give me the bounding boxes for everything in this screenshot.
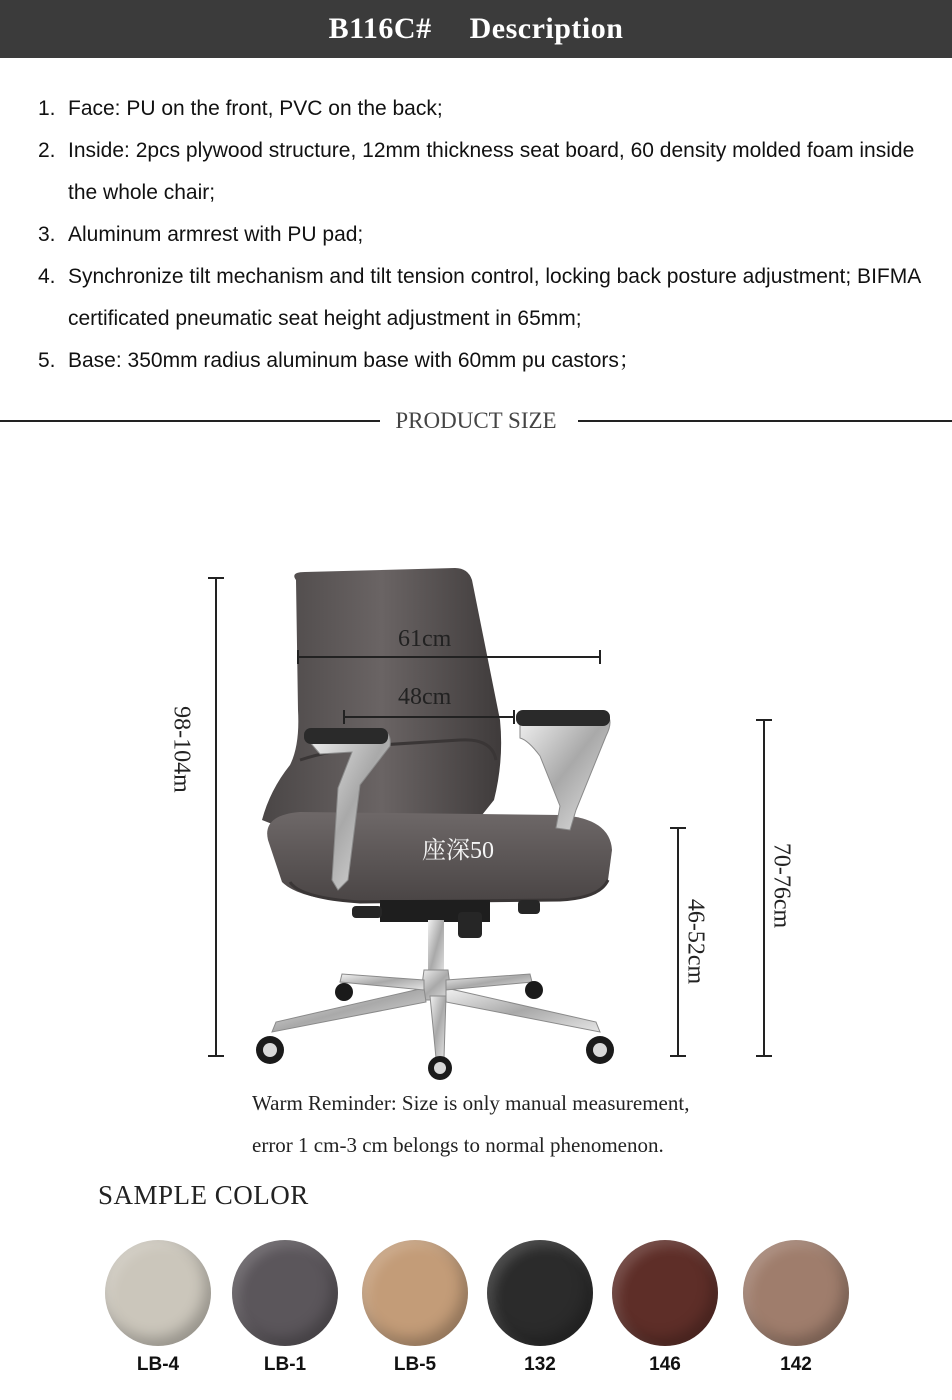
swatch-lb-1	[221, 1240, 349, 1376]
swatch-lb-4	[94, 1240, 222, 1376]
swatch-code: 142	[780, 1354, 812, 1375]
seat-depth-label: 座深50	[422, 838, 494, 864]
spec-list	[38, 88, 938, 382]
chair-base	[272, 970, 600, 1058]
swatch-circle	[612, 1240, 718, 1346]
spec-item: 5. Base: 350mm radius aluminum base with 60mm pu castors；	[38, 349, 640, 372]
total-height-label: 98-104m	[168, 706, 195, 793]
swatch-code: LB-4	[136, 1354, 180, 1375]
seat-width-label: 48cm	[398, 684, 452, 710]
swatch-circle	[743, 1240, 849, 1346]
seat-height-label: 46-52cm	[682, 898, 709, 985]
arm-height-label: 70-76cm	[768, 842, 795, 929]
chair-illustration	[0, 560, 952, 1080]
model-number: B116C#	[328, 12, 432, 45]
gas-lift	[428, 920, 444, 978]
product-size-label: PRODUCT SIZE	[395, 408, 557, 433]
header-title: Description	[469, 12, 624, 45]
spec-item: 4. Synchronize tilt mechanism and tilt tension control, locking back posture adjustment; BIFMA certificated pneumatic seat height adjustment in 65mm;	[38, 265, 921, 330]
spec-item: 2. Inside: 2pcs plywood structure, 12mm thickness seat board, 60 density molded foam inside the whole chair;	[38, 139, 915, 204]
swatch-146	[601, 1240, 729, 1376]
reminder-line-1: Warm Reminder: Size is only manual measurement,	[252, 1091, 690, 1115]
swatch-circle	[362, 1240, 468, 1346]
chair-back	[262, 568, 501, 835]
warm-reminder	[252, 1082, 852, 1166]
swatch-code: 146	[649, 1354, 681, 1375]
swatch-142	[732, 1240, 860, 1376]
spec-item: 1. Face: PU on the front, PVC on the back;	[38, 97, 443, 120]
width-label: 61cm	[398, 626, 452, 652]
spec-item: 3. Aluminum armrest with PU pad;	[38, 223, 364, 246]
swatch-circle	[232, 1240, 338, 1346]
chair-dimension-figure	[0, 560, 952, 1080]
swatch-circle	[487, 1240, 593, 1346]
sample-color-title: SAMPLE COLOR	[98, 1180, 309, 1210]
reminder-line-2: error 1 cm-3 cm belongs to normal phenomenon.	[252, 1133, 664, 1157]
color-swatches	[0, 1240, 952, 1380]
swatch-132	[476, 1240, 604, 1376]
swatch-code: LB-5	[393, 1354, 437, 1375]
swatch-circle	[105, 1240, 211, 1346]
product-size-divider	[0, 408, 952, 434]
description-header	[0, 0, 952, 58]
swatch-code: LB-1	[263, 1354, 307, 1375]
height-dimension-line	[208, 578, 224, 1056]
swatch-lb-5	[351, 1240, 479, 1376]
swatch-code: 132	[524, 1354, 556, 1375]
